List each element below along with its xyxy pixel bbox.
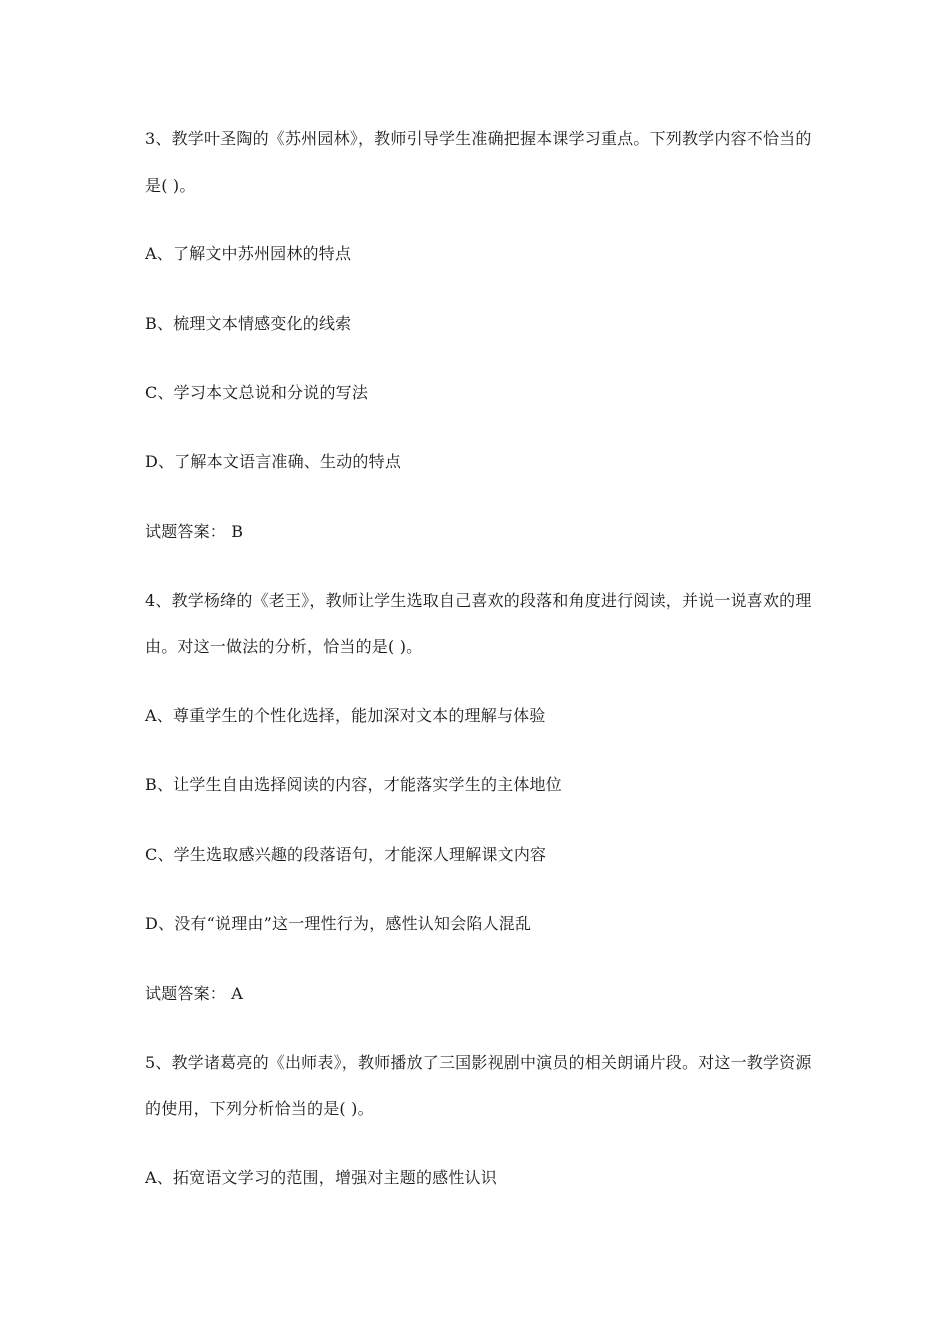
question-4-stem-line-1: 4、教学杨绛的《老王》，教师让学生选取自己喜欢的段落和角度进行阅读，并说一说喜欢的理: [145, 591, 812, 610]
question-4-answer: 试题答案： A: [145, 984, 244, 1003]
question-3-option-c: C、学习本文总说和分说的写法: [145, 383, 369, 402]
question-5-option-a: A、拓宽语文学习的范围，增强对主题的感性认识: [145, 1168, 497, 1187]
question-3-stem-line-1: 3、教学叶圣陶的《苏州园林》，教师引导学生准确把握本课学习重点。下列教学内容不恰当的: [145, 129, 812, 148]
question-4-option-a: A、尊重学生的个性化选择，能加深对文本的理解与体验: [145, 706, 546, 725]
question-3-option-b: B、梳理文本情感变化的线索: [145, 314, 352, 333]
question-5-stem-line-2: 的使用，下列分析恰当的是( )。: [145, 1099, 374, 1118]
question-5-stem-line-1: 5、教学诸葛亮的《出师表》，教师播放了三国影视剧中演员的相关朗诵片段。对这一教学资源: [145, 1053, 812, 1072]
question-4-option-b: B、让学生自由选择阅读的内容，才能落实学生的主体地位: [145, 775, 562, 794]
question-3-option-d: D、了解本文语言准确、生动的特点: [145, 452, 402, 471]
question-4-stem-line-2: 由。对这一做法的分析，恰当的是( )。: [145, 637, 423, 656]
question-3-answer: 试题答案： B: [145, 522, 244, 541]
question-4-option-c: C、学生选取感兴趣的段落语句，才能深人理解课文内容: [145, 845, 547, 864]
question-3-stem-line-2: 是( )。: [145, 176, 196, 195]
question-4-option-d: D、没有“说理由”这一理性行为，感性认知会陷人混乱: [145, 914, 532, 933]
question-3-option-a: A、了解文中苏州园林的特点: [145, 244, 352, 263]
